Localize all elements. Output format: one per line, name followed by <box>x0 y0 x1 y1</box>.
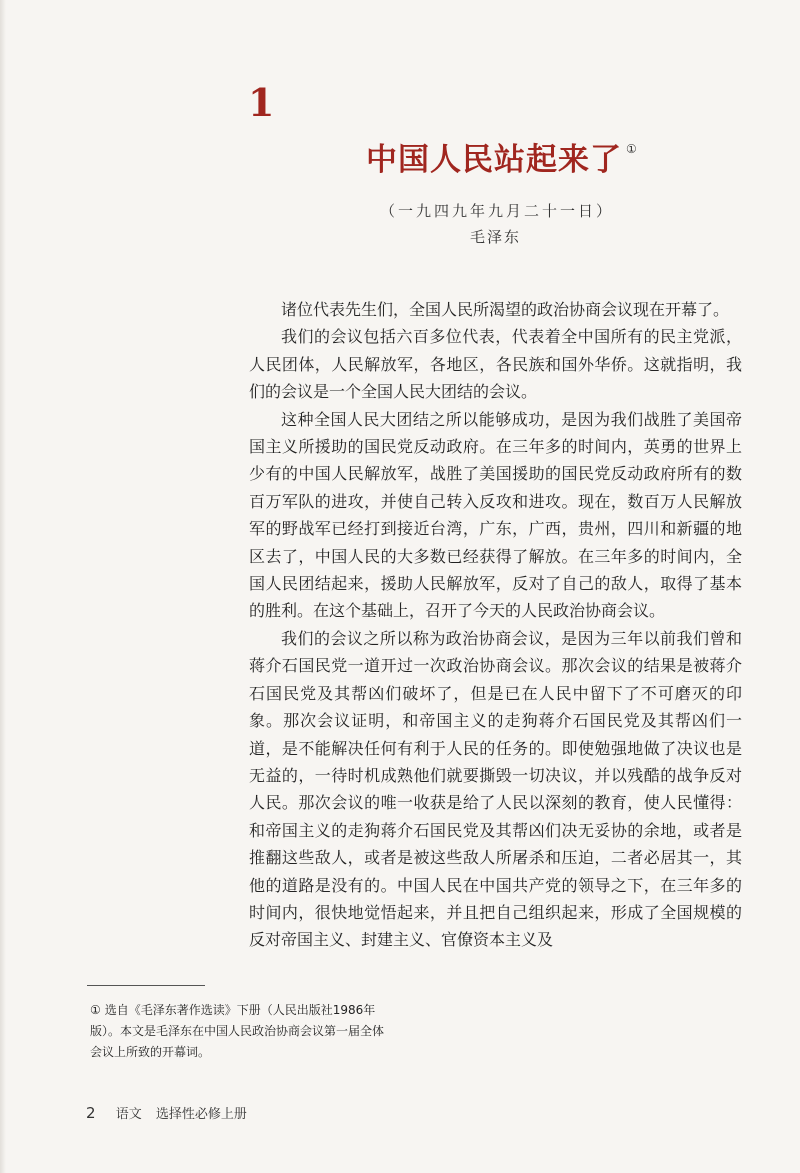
date-line: （一九四九年九月二十一日） <box>380 202 615 220</box>
footer-volume: 选择性必修上册 <box>155 1107 247 1122</box>
page-edge <box>0 0 6 1173</box>
paragraph: 我们的会议之所以称为政治协商会议，是因为三年以前我们曾和蒋介石国民党一道开过一次政治协商会议。那次会议的结果是被蒋介石国民党及其帮凶们破坏了，但是已在人民中留下了不可磨灭的印象。那次会议证明，和帝国主义的走狗蒋介石国民党及其帮凶们一道，是不能解决任何有利于人民的任务的。即使勉强地做了决议也是无益的，一待时机成熟他们就要撕毁一切决议，并以残酷的战争反对人民。那次会议的唯一收获是给了人民以深刻的教育，使人民懂得：和帝国主义的走狗蒋介石国民党及其帮凶们决无妥协的余地，或者是推翻这些敌人，或者是被这些敌人所屠杀和压迫，二者必居其一，其他的道路是没有的。中国人民在中国共产党的领导之下，在三年多的时间内，很快地觉悟起来，并且把自己组织起来，形成了全国规模的反对帝国主义、封建主义、官僚资本主义及 <box>249 628 742 950</box>
footer-book-title: 语文 <box>115 1107 142 1122</box>
chapter-number: 1 <box>248 80 275 125</box>
paragraph: 我们的会议包括六百多位代表，代表着全中国所有的民主党派，人民团体，人民解放军，各地区，各民族和国外华侨。这就指明，我们的会议是一个全国人民大团结的会议。 <box>249 327 742 402</box>
title-footnote-ref[interactable]: ① <box>626 142 637 156</box>
article-body <box>249 296 742 954</box>
paragraph: 这种全国人民大团结之所以能够成功，是因为我们战胜了美国帝国主义所援助的国民党反动政府。在三年多的时间内，英勇的世界上少有的中国人民解放军，战胜了美国援助的国民党反动政府所有的数百万军队的进攻，并使自己转入反攻和进攻。现在，数百万人民解放军的野战军已经打到接近台湾，广东，广西，贵州，四川和新疆的地区去了，中国人民的大多数已经获得了解放。在三年多的时间内，全国人民团结起来，援助人民解放军，反对了自己的敌人，取得了基本的胜利。在这个基础上，召开了今天的人民政治协商会议。 <box>249 409 742 621</box>
footnote-text: 选自《毛泽东著作选读》下册（人民出版社1986年版）。本文是毛泽东在中国人民政治协商会议第一届全体会议上所致的开幕词。 <box>90 1003 385 1059</box>
footnote-divider <box>87 985 205 986</box>
paragraph: 诸位代表先生们，全国人民所渴望的政治协商会议现在开幕了。 <box>281 300 730 319</box>
author: 毛泽东 <box>470 228 522 246</box>
page-footer <box>86 1103 247 1122</box>
page-number: 2 <box>86 1104 96 1122</box>
footnote-mark: ① <box>90 1003 101 1017</box>
footnote <box>90 1000 395 1063</box>
title-block <box>366 140 637 180</box>
article-title: 中国人民站起来了 <box>366 142 622 178</box>
